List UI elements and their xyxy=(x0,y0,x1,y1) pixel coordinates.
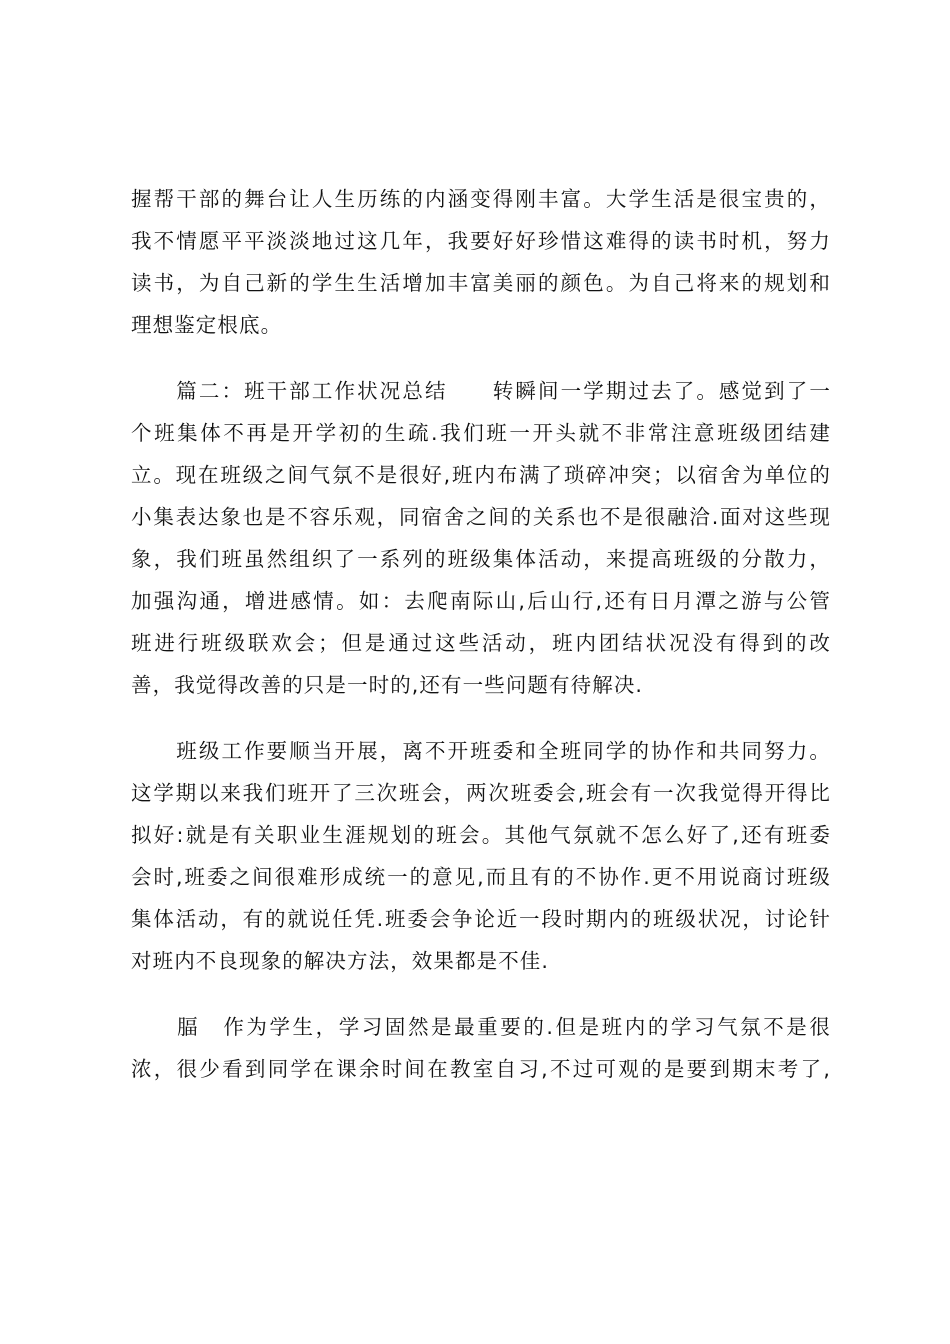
text-line: 理想鉴定根底。 xyxy=(131,313,283,337)
text-line: 篇二：班干部工作状况总结 转瞬间一学期过去了。感觉到了一 xyxy=(131,379,831,403)
text-line: 我不情愿平平淡淡地过这几年，我要好好珍惜这难得的读书时机，努力 xyxy=(131,229,831,253)
paragraph-spacer xyxy=(131,346,831,370)
document-body xyxy=(131,178,831,1090)
paragraph-2 xyxy=(131,370,831,706)
text-line: 读书，为自己新的学生生活增加丰富美丽的颜色。为自己将来的规划和 xyxy=(131,271,831,295)
paragraph-3 xyxy=(131,730,831,982)
paragraph-spacer xyxy=(131,982,831,1006)
paragraph-1 xyxy=(131,178,831,346)
text-line: 班级工作要顺当开展，离不开班委和全班同学的协作和共同努力。 xyxy=(131,739,831,763)
text-line: 会时,班委之间很难形成统一的意见,而且有的不协作.更不用说商讨班级 xyxy=(131,865,831,889)
paragraph-spacer xyxy=(131,706,831,730)
text-line: 这学期以来我们班开了三次班会，两次班委会,班会有一次我觉得开得比 xyxy=(131,781,831,805)
text-line: 善，我觉得改善的只是一时的,还有一些问题有待解决. xyxy=(131,673,644,697)
text-line: 拟好:就是有关职业生涯规划的班会。其他气氛就不怎么好了,还有班委 xyxy=(131,823,831,847)
paragraph-4 xyxy=(131,1006,831,1090)
text-line: 集体活动，有的就说任凭.班委会争论近一段时期内的班级状况，讨论针 xyxy=(131,907,831,931)
text-line: 班进行班级联欢会；但是通过这些活动，班内团结状况没有得到的改 xyxy=(131,631,831,655)
text-line: 对班内不良现象的解决方法，效果都是不佳. xyxy=(131,949,550,973)
text-line: 小集表达象也是不容乐观，同宿舍之间的关系也不是很融洽.面对这些现 xyxy=(131,505,831,529)
text-line: 浓，很少看到同学在课余时间在教室自习,不过可观的是要到期末考了, xyxy=(131,1057,831,1081)
text-line: 腷 作为学生，学习固然是最重要的.但是班内的学习气氛不是很 xyxy=(131,1015,831,1039)
text-line: 个班集体不再是开学初的生疏.我们班一开头就不非常注意班级团结建 xyxy=(131,421,831,445)
text-line: 立。现在班级之间气氛不是很好,班内布满了琐碎冲突；以宿舍为单位的 xyxy=(131,463,831,487)
text-line: 握帮干部的舞台让人生历练的内涵变得刚丰富。大学生活是很宝贵的， xyxy=(131,187,831,211)
text-line: 象，我们班虽然组织了一系列的班级集体活动，来提高班级的分散力， xyxy=(131,547,831,571)
text-line: 加强沟通，增进感情。如：去爬南际山,后山行,还有日月潭之游与公管 xyxy=(131,589,831,613)
